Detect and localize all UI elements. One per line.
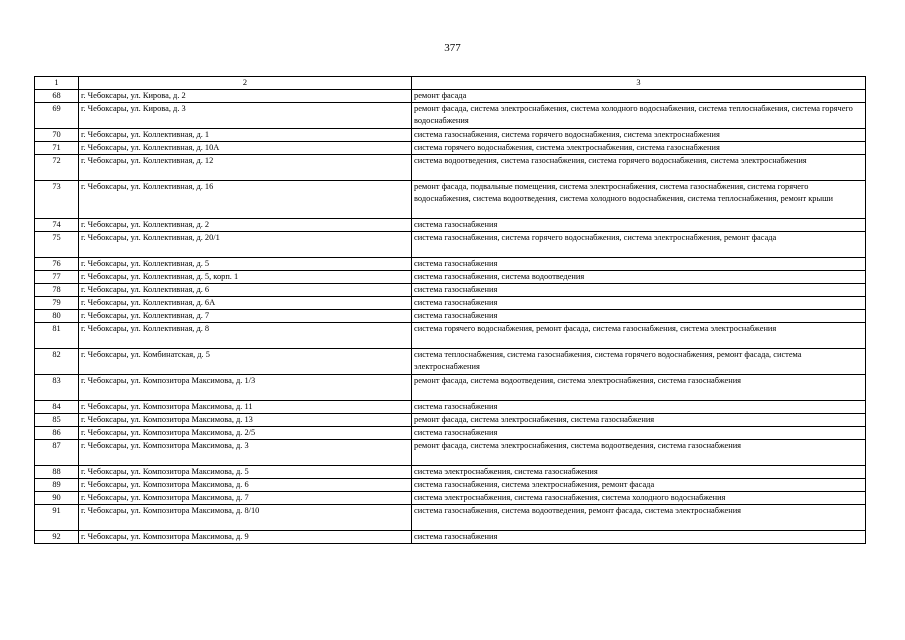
table-row xyxy=(35,181,866,219)
table-row xyxy=(35,219,866,232)
table-row xyxy=(35,427,866,440)
column-header-number: 1 xyxy=(35,77,79,90)
table-row xyxy=(35,297,866,310)
table-row xyxy=(35,129,866,142)
row-works: ремонт фасада, система водоотведения, система электроснабжения, система газоснабжения xyxy=(412,375,866,401)
row-number: 77 xyxy=(35,271,79,284)
row-address: г. Чебоксары, ул. Коллективная, д. 5, корп. 1 xyxy=(79,271,412,284)
row-works: система горячего водоснабжения, система электроснабжения, система газоснабжения xyxy=(412,142,866,155)
row-address: г. Чебоксары, ул. Коллективная, д. 8 xyxy=(79,323,412,349)
row-number: 82 xyxy=(35,349,79,375)
row-works: система электроснабжения, система газоснабжения xyxy=(412,466,866,479)
table-row xyxy=(35,479,866,492)
row-works: система газоснабжения, система электроснабжения, ремонт фасада xyxy=(412,479,866,492)
table-row xyxy=(35,323,866,349)
row-works: система газоснабжения, система горячего водоснабжения, система электроснабжения xyxy=(412,129,866,142)
repair-works-table xyxy=(34,76,866,544)
row-address: г. Чебоксары, ул. Коллективная, д. 6 xyxy=(79,284,412,297)
row-number: 90 xyxy=(35,492,79,505)
table-row xyxy=(35,466,866,479)
row-address: г. Чебоксары, ул. Коллективная, д. 5 xyxy=(79,258,412,271)
row-number: 87 xyxy=(35,440,79,466)
row-number: 69 xyxy=(35,103,79,129)
row-works: ремонт фасада xyxy=(412,90,866,103)
row-address: г. Чебоксары, ул. Коллективная, д. 6А xyxy=(79,297,412,310)
row-address: г. Чебоксары, ул. Коллективная, д. 20/1 xyxy=(79,232,412,258)
page-number: 377 xyxy=(444,42,461,54)
table-row xyxy=(35,401,866,414)
table-row xyxy=(35,531,866,544)
row-works: ремонт фасада, подвальные помещения, система электроснабжения, система газоснабжения, система горячего водоснабжения, система водоотведения, система холодного водоснабжения, система теплоснабжения, ремонт крыши xyxy=(412,181,866,219)
row-address: г. Чебоксары, ул. Коллективная, д. 7 xyxy=(79,310,412,323)
row-number: 89 xyxy=(35,479,79,492)
table-row xyxy=(35,349,866,375)
row-address: г. Чебоксары, ул. Коллективная, д. 1 xyxy=(79,129,412,142)
row-works: система теплоснабжения, система газоснабжения, система горячего водоснабжения, ремонт фасада, система электроснабжения xyxy=(412,349,866,375)
table-row xyxy=(35,440,866,466)
row-number: 70 xyxy=(35,129,79,142)
table-row xyxy=(35,505,866,531)
row-number: 92 xyxy=(35,531,79,544)
row-address: г. Чебоксары, ул. Кирова, д. 3 xyxy=(79,103,412,129)
row-works: система газоснабжения, система водоотведения, ремонт фасада, система электроснабжения xyxy=(412,505,866,531)
row-address: г. Чебоксары, ул. Коллективная, д. 12 xyxy=(79,155,412,181)
row-number: 86 xyxy=(35,427,79,440)
row-address: г. Чебоксары, ул. Коллективная, д. 2 xyxy=(79,219,412,232)
row-number: 75 xyxy=(35,232,79,258)
row-address: г. Чебоксары, ул. Композитора Максимова, д. 9 xyxy=(79,531,412,544)
row-number: 84 xyxy=(35,401,79,414)
row-address: г. Чебоксары, ул. Коллективная, д. 10А xyxy=(79,142,412,155)
table-row xyxy=(35,142,866,155)
table-row xyxy=(35,103,866,129)
row-address: г. Чебоксары, ул. Композитора Максимова, д. 8/10 xyxy=(79,505,412,531)
row-number: 91 xyxy=(35,505,79,531)
table-row xyxy=(35,414,866,427)
row-works: система газоснабжения, система горячего водоснабжения, система электроснабжения, ремонт фасада xyxy=(412,232,866,258)
table-row xyxy=(35,232,866,258)
table-row xyxy=(35,155,866,181)
row-number: 88 xyxy=(35,466,79,479)
column-header-works: 3 xyxy=(412,77,866,90)
row-works: система газоснабжения xyxy=(412,427,866,440)
row-address: г. Чебоксары, ул. Композитора Максимова, д. 13 xyxy=(79,414,412,427)
row-works: ремонт фасада, система электроснабжения, система газоснабжения xyxy=(412,414,866,427)
table-row xyxy=(35,284,866,297)
column-header-address: 2 xyxy=(79,77,412,90)
row-address: г. Чебоксары, ул. Композитора Максимова, д. 3 xyxy=(79,440,412,466)
row-works: система электроснабжения, система газоснабжения, система холодного водоснабжения xyxy=(412,492,866,505)
row-number: 85 xyxy=(35,414,79,427)
row-works: система газоснабжения xyxy=(412,284,866,297)
row-works: система горячего водоснабжения, ремонт фасада, система газоснабжения, система электроснабжения xyxy=(412,323,866,349)
table-row xyxy=(35,258,866,271)
row-number: 80 xyxy=(35,310,79,323)
row-address: г. Чебоксары, ул. Композитора Максимова, д. 1/3 xyxy=(79,375,412,401)
table-row xyxy=(35,310,866,323)
table-row xyxy=(35,90,866,103)
row-number: 78 xyxy=(35,284,79,297)
row-works: система газоснабжения xyxy=(412,310,866,323)
table-row xyxy=(35,375,866,401)
row-address: г. Чебоксары, ул. Комбинатская, д. 5 xyxy=(79,349,412,375)
row-works: система газоснабжения, система водоотведения xyxy=(412,271,866,284)
table-row xyxy=(35,271,866,284)
row-address: г. Чебоксары, ул. Композитора Максимова, д. 2/5 xyxy=(79,427,412,440)
row-works: ремонт фасада, система электроснабжения, система холодного водоснабжения, система теплоснабжения, система горячего водоснабжения xyxy=(412,103,866,129)
row-number: 72 xyxy=(35,155,79,181)
row-address: г. Чебоксары, ул. Композитора Максимова, д. 11 xyxy=(79,401,412,414)
row-number: 71 xyxy=(35,142,79,155)
table-row xyxy=(35,492,866,505)
row-works: система водоотведения, система газоснабжения, система горячего водоснабжения, система электроснабжения xyxy=(412,155,866,181)
row-works: система газоснабжения xyxy=(412,297,866,310)
row-number: 73 xyxy=(35,181,79,219)
row-number: 76 xyxy=(35,258,79,271)
row-number: 81 xyxy=(35,323,79,349)
row-address: г. Чебоксары, ул. Композитора Максимова, д. 5 xyxy=(79,466,412,479)
row-address: г. Чебоксары, ул. Кирова, д. 2 xyxy=(79,90,412,103)
row-works: ремонт фасада, система электроснабжения, система водоотведения, система газоснабжения xyxy=(412,440,866,466)
row-works: система газоснабжения xyxy=(412,258,866,271)
row-address: г. Чебоксары, ул. Композитора Максимова, д. 7 xyxy=(79,492,412,505)
row-address: г. Чебоксары, ул. Коллективная, д. 16 xyxy=(79,181,412,219)
row-address: г. Чебоксары, ул. Композитора Максимова, д. 6 xyxy=(79,479,412,492)
table-header-row xyxy=(35,77,866,90)
row-works: система газоснабжения xyxy=(412,401,866,414)
row-number: 68 xyxy=(35,90,79,103)
row-works: система газоснабжения xyxy=(412,219,866,232)
row-number: 74 xyxy=(35,219,79,232)
row-number: 79 xyxy=(35,297,79,310)
row-number: 83 xyxy=(35,375,79,401)
row-works: система газоснабжения xyxy=(412,531,866,544)
